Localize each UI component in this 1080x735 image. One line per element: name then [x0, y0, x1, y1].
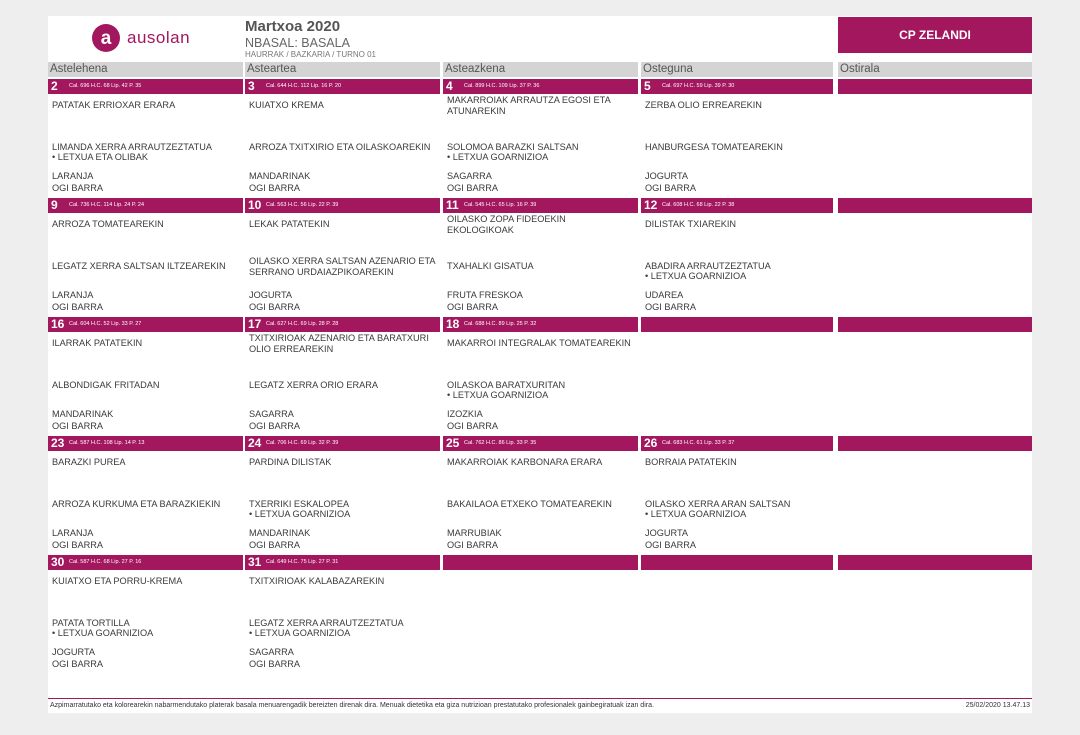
first-course: ILARRAK PATATEKIN: [52, 338, 143, 348]
day-number: 3: [248, 79, 255, 93]
second-course: PATATA TORTILLA: [52, 618, 130, 628]
nutrition-info: Cal. 608 H.C. 68 Lip. 22 P. 38: [662, 202, 735, 208]
second-course: TXERRIKI ESKALOPEA: [249, 499, 350, 509]
nutrition-info: Cal. 736 H.C. 114 Lip. 24 P. 24: [69, 202, 145, 208]
day-number: 30: [51, 555, 65, 569]
side-dish: • LETXUA GOARNIZIOA: [249, 628, 351, 638]
day-bar-tuesday: [245, 79, 440, 94]
first-course: PARDINA DILISTAK: [249, 457, 332, 467]
logo-mark-icon: a: [92, 24, 120, 52]
school-badge: CP ZELANDI: [838, 17, 1032, 53]
day-number: 11: [446, 198, 459, 212]
ausolan-logo: [92, 24, 190, 52]
bread: OGI BARRA: [52, 659, 104, 669]
footer-timestamp: 25/02/2020 13.47.13: [965, 702, 1030, 709]
nutrition-info: Cal. 696 H.C. 68 Lip. 42 P. 35: [69, 83, 142, 89]
bread: OGI BARRA: [52, 302, 104, 312]
dessert: MANDARINAK: [249, 171, 311, 181]
day-bar-monday: [48, 79, 243, 94]
second-course: ABADIRA ARRAUTZEZTATUA: [645, 261, 771, 271]
nutrition-info: Cal. 649 H.C. 75 Lip. 27 P. 31: [266, 559, 339, 565]
page-title: Martxoa 2020: [245, 18, 341, 35]
day-bar-friday: [838, 79, 1032, 94]
nutrition-info: Cal. 563 H.C. 56 Lip. 22 P. 39: [266, 202, 339, 208]
day-number: 23: [51, 436, 65, 450]
day-bar-friday: [838, 555, 1032, 570]
day-number: 18: [446, 317, 460, 331]
day-bar-monday: [48, 555, 243, 570]
day-bar-tuesday: [245, 317, 440, 332]
first-course: TXITXIRIOAK AZENARIO ETA BARATXURI OLIO ERREAREKIN: [249, 333, 429, 354]
first-course: LEKAK PATATEKIN: [249, 219, 330, 229]
footer-divider: [48, 698, 1032, 699]
second-course: BAKAILAOA ETXEKO TOMATEAREKIN: [447, 499, 612, 509]
nutrition-info: Cal. 627 H.C. 69 Lip. 28 P. 28: [266, 321, 339, 327]
day-bar-wednesday: [443, 436, 638, 451]
bread: OGI BARRA: [447, 302, 499, 312]
side-dish: • LETXUA GOARNIZIOA: [249, 509, 351, 519]
dessert: SAGARRA: [447, 171, 492, 181]
day-number: 12: [644, 198, 658, 212]
first-course: BORRAIA PATATEKIN: [645, 457, 737, 467]
first-course: MAKARROIAK ARRAUTZA EGOSI ETA ATUNAREKIN: [447, 95, 611, 116]
day-bar-wednesday: [443, 198, 638, 213]
nutrition-info: Cal. 644 H.C. 112 Lip. 16 P. 20: [266, 83, 342, 89]
day-header-monday: Astelehena: [48, 62, 243, 77]
day-number: 4: [446, 79, 453, 93]
footer-note: Azpimarratutako eta kolorearekin nabarmendutako platerak basala menuarengadik bereizten direnak dira. Menuak dietetika eta giza nutrizioan prestatutako profesionalek gainbegiratuak izan dira.: [50, 702, 654, 709]
second-course: LEGATZ XERRA ORIO ERARA: [249, 380, 378, 390]
side-dish: • LETXUA GOARNIZIOA: [447, 390, 549, 400]
side-dish: • LETXUA GOARNIZIOA: [645, 509, 747, 519]
dessert: JOGURTA: [249, 290, 293, 300]
bread: OGI BARRA: [645, 540, 697, 550]
bread: OGI BARRA: [52, 183, 104, 193]
day-number: 16: [51, 317, 65, 331]
second-course: HANBURGESA TOMATEAREKIN: [645, 142, 783, 152]
nutrition-info: Cal. 587 H.C. 108 Lip. 14 P. 13: [69, 440, 145, 446]
day-number: 10: [248, 198, 262, 212]
day-bar-monday: [48, 436, 243, 451]
first-course: ARROZA TOMATEAREKIN: [52, 219, 164, 229]
dessert: MANDARINAK: [249, 528, 311, 538]
day-bar-wednesday: [443, 317, 638, 332]
day-bar-thursday: [641, 555, 833, 570]
side-dish: • LETXUA GOARNIZIOA: [645, 271, 747, 281]
first-course: MAKARROIAK KARBONARA ERARA: [447, 457, 603, 467]
day-number: 24: [248, 436, 262, 450]
first-course: PATATAK ERRIOXAR ERARA: [52, 100, 176, 110]
day-bar-tuesday: [245, 198, 440, 213]
day-bar-friday: [838, 317, 1032, 332]
day-bar-wednesday: [443, 555, 638, 570]
bread: OGI BARRA: [249, 302, 301, 312]
day-header-wednesday: Asteazkena: [443, 62, 638, 77]
bread: OGI BARRA: [52, 540, 104, 550]
day-header-friday: Ostirala: [838, 62, 1032, 77]
second-course: OILASKO XERRA ARAN SALTSAN: [645, 499, 791, 509]
bread: OGI BARRA: [249, 421, 301, 431]
first-course: KUIATXO KREMA: [249, 100, 324, 110]
bread: OGI BARRA: [249, 540, 301, 550]
day-number: 2: [51, 79, 58, 93]
dessert: SAGARRA: [249, 647, 294, 657]
day-bar-friday: [838, 436, 1032, 451]
second-course: ARROZA KURKUMA ETA BARAZKIEKIN: [52, 499, 221, 509]
nutrition-info: Cal. 697 H.C. 59 Lip. 39 P. 30: [662, 83, 735, 89]
dessert: UDAREA: [645, 290, 684, 300]
dessert: JOGURTA: [645, 171, 689, 181]
side-dish: • LETXUA ETA OLIBAK: [52, 152, 148, 162]
first-course: MAKARROI INTEGRALAK TOMATEAREKIN: [447, 338, 631, 348]
bread: OGI BARRA: [447, 421, 499, 431]
second-course: ARROZA TXITXIRIO ETA OILASKOAREKIN: [249, 142, 431, 152]
day-bar-friday: [838, 198, 1032, 213]
nutrition-info: Cal. 706 H.C. 69 Lip. 32 P. 39: [266, 440, 339, 446]
day-header-tuesday: Asteartea: [245, 62, 440, 77]
bread: OGI BARRA: [447, 183, 499, 193]
first-course: OILASKO ZOPA FIDEOEKIN EKOLOGIKOAK: [447, 214, 566, 235]
second-course: TXAHALKI GISATUA: [447, 261, 534, 271]
dessert: SAGARRA: [249, 409, 294, 419]
bread: OGI BARRA: [52, 421, 104, 431]
day-bar-thursday: [641, 436, 833, 451]
menu-sheet: [48, 16, 1032, 713]
second-course: OILASKOA BARATXURITAN: [447, 380, 566, 390]
nutrition-info: Cal. 688 H.C. 89 Lip. 25 P. 32: [464, 321, 537, 327]
second-course: LEGATZ XERRA ARRAUTZEZTATUA: [249, 618, 404, 628]
day-number: 9: [51, 198, 58, 212]
second-course: LEGATZ XERRA SALTSAN ILTZEAREKIN: [52, 261, 226, 271]
nutrition-info: Cal. 545 H.C. 65 Lip. 16 P. 39: [464, 202, 537, 208]
bread: OGI BARRA: [249, 659, 301, 669]
nutrition-info: Cal. 899 H.C. 109 Lip. 37 P. 36: [464, 83, 540, 89]
side-dish: • LETXUA GOARNIZIOA: [447, 152, 549, 162]
menu-group: HAURRAK / BAZKARIA / TURNO 01: [245, 50, 376, 59]
dessert: LARANJA: [52, 290, 94, 300]
day-number: 31: [248, 555, 262, 569]
first-course: DILISTAK TXIAREKIN: [645, 219, 737, 229]
dessert: LARANJA: [52, 528, 94, 538]
nutrition-info: Cal. 587 H.C. 68 Lip. 27 P. 16: [69, 559, 142, 565]
first-course: BARAZKI PUREA: [52, 457, 126, 467]
nutrition-info: Cal. 604 H.C. 52 Lip. 33 P. 27: [69, 321, 142, 327]
day-bar-wednesday: [443, 79, 638, 94]
dessert: JOGURTA: [645, 528, 689, 538]
second-course: LIMANDA XERRA ARRAUTZEZTATUA: [52, 142, 212, 152]
bread: OGI BARRA: [645, 183, 697, 193]
first-course: TXITXIRIOAK KALABAZAREKIN: [249, 576, 385, 586]
day-number: 5: [644, 79, 651, 93]
day-number: 25: [446, 436, 460, 450]
day-bar-tuesday: [245, 555, 440, 570]
day-bar-monday: [48, 198, 243, 213]
logo-text: ausolan: [127, 28, 191, 47]
dessert: JOGURTA: [52, 647, 96, 657]
dessert: MANDARINAK: [52, 409, 114, 419]
nutrition-info: Cal. 762 H.C. 86 Lip. 33 P. 35: [464, 440, 537, 446]
second-course: SOLOMOA BARAZKI SALTSAN: [447, 142, 579, 152]
day-bar-tuesday: [245, 436, 440, 451]
second-course: OILASKO XERRA SALTSAN AZENARIO ETA SERRANO URDAIAZPIKOAREKIN: [249, 256, 436, 277]
dessert: FRUTA FRESKOA: [447, 290, 523, 300]
dessert: MARRUBIAK: [447, 528, 502, 538]
second-course: ALBONDIGAK FRITADAN: [52, 380, 160, 390]
bread: OGI BARRA: [447, 540, 499, 550]
day-header-thursday: Osteguna: [641, 62, 833, 77]
menu-type: NBASAL: BASALA: [245, 36, 350, 50]
first-course: ZERBA OLIO ERREAREKIN: [645, 100, 762, 110]
day-number: 17: [248, 317, 262, 331]
dessert: LARANJA: [52, 171, 94, 181]
first-course: KUIATXO ETA PORRU-KREMA: [52, 576, 183, 586]
day-bar-thursday: [641, 79, 833, 94]
side-dish: • LETXUA GOARNIZIOA: [52, 628, 154, 638]
bread: OGI BARRA: [645, 302, 697, 312]
dessert: IZOZKIA: [447, 409, 483, 419]
day-number: 26: [644, 436, 658, 450]
day-bar-thursday: [641, 198, 833, 213]
day-bar-monday: [48, 317, 243, 332]
day-bar-thursday: [641, 317, 833, 332]
bread: OGI BARRA: [249, 183, 301, 193]
nutrition-info: Cal. 683 H.C. 61 Lip. 33 P. 37: [662, 440, 735, 446]
